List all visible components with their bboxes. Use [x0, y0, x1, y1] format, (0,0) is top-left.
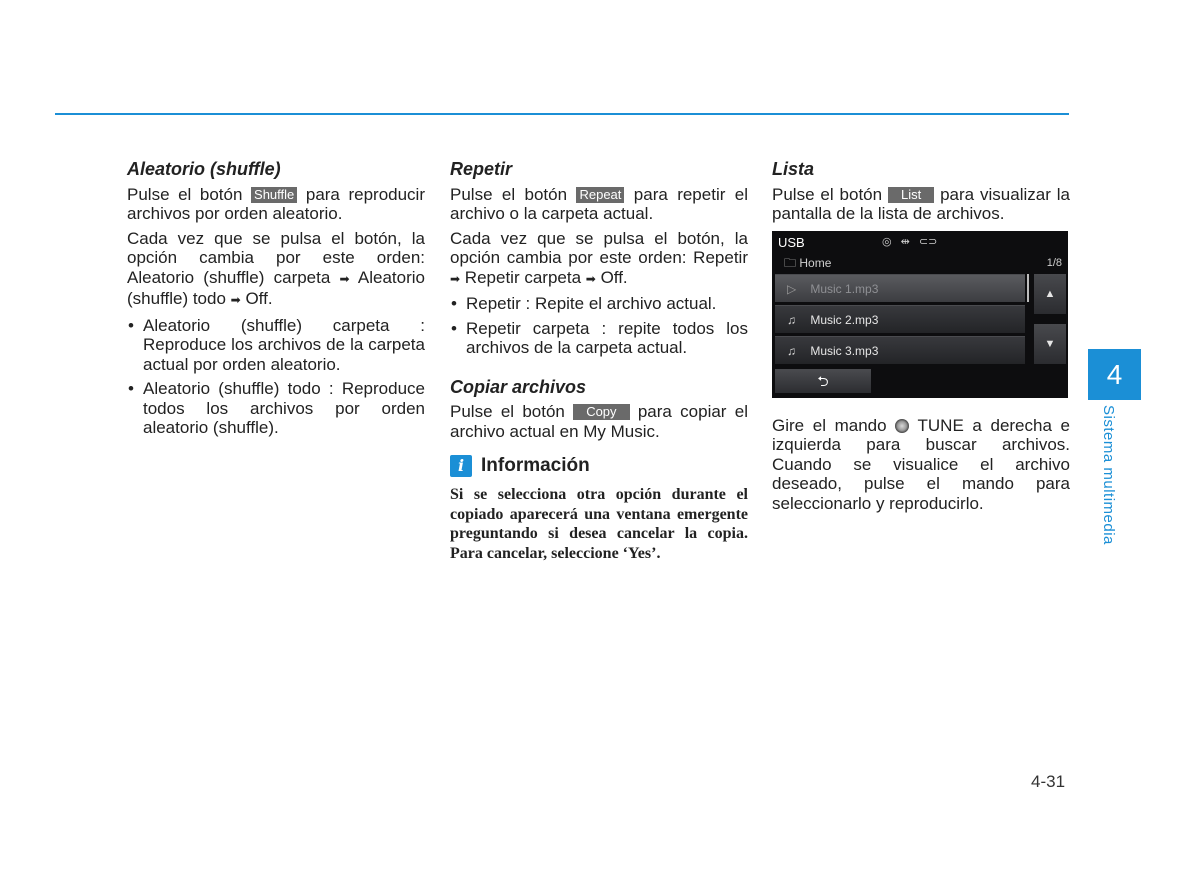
arrow-up-icon: ▲ [1044, 287, 1056, 300]
paragraph [450, 185, 748, 224]
text: Pulse el botón [450, 184, 568, 204]
info-box-header [450, 455, 748, 477]
source-label: USB [778, 234, 805, 250]
chapter-tab: 4 [1088, 349, 1141, 400]
scrollbar[interactable] [1027, 274, 1029, 302]
status-icons: ◎ ⇹ ⊂⊃ [882, 235, 938, 248]
folder-icon: 🗀 [784, 255, 797, 270]
paragraph [127, 229, 425, 311]
scroll-down-button[interactable] [1034, 324, 1066, 364]
text: Pulse el botón [127, 184, 243, 204]
list-item: • Repetir carpeta : repite todos los archivos de la carpeta actual. [450, 319, 748, 358]
text: para reproducir archivos por orden aleatorio. [127, 184, 425, 223]
text: Pulse el botón [772, 184, 883, 204]
scroll-up-button[interactable] [1034, 274, 1066, 314]
info-body: Si se selecciona otra opción durante el copiado aparecerá una ventana emergente preguntando si desea cancelar la copia. Para cancelar, seleccione ‘Yes’. [450, 486, 748, 562]
info-icon: i [450, 455, 472, 477]
file-name: Music 2.mp3 [810, 312, 879, 327]
top-rule [55, 113, 1069, 115]
copy-button: Copy [573, 404, 629, 420]
list-item[interactable] [775, 305, 1025, 333]
column-list [772, 160, 1070, 518]
paragraph [127, 185, 425, 224]
music-note-icon: ♫ [787, 343, 796, 358]
text: para visualizar la pantalla de la lista de archivos. [772, 184, 1070, 223]
list-item: • Repetir : Repite el archivo actual. [450, 294, 748, 314]
folder-path: Home [799, 255, 832, 270]
list-item: • Aleatorio (shuffle) carpeta : Reproduce los archivos de la carpeta actual por orden aleatorio. [127, 316, 425, 375]
play-icon: ▷ [787, 281, 797, 296]
paragraph [450, 402, 748, 441]
arrow-right-icon: ➡ [585, 271, 596, 286]
info-title: Información [481, 455, 590, 477]
breadcrumb [784, 254, 831, 274]
text: Off. [600, 267, 628, 287]
paragraph [772, 416, 1070, 514]
back-arrow-icon: ⮌ [817, 372, 829, 389]
text: Cada vez que se pulsa el botón, la opción cambia por este orden: Aleatorio (shuffle) carpeta [127, 228, 425, 287]
file-count: 1/8 [1046, 256, 1062, 269]
list-item[interactable] [775, 274, 1025, 302]
list-item: • Aleatorio (shuffle) todo : Reproduce todos los archivos por orden aleatorio (shuffle). [127, 379, 425, 438]
paragraph [772, 185, 1070, 224]
shuffle-button: Shuffle [251, 187, 297, 203]
text: TUNE a derecha e izquierda para buscar archivos. Cuando se visualice el archivo deseado, pulse el mando para seleccionarlo y reproducirlo. [772, 415, 1070, 513]
arrow-right-icon: ➡ [230, 293, 241, 307]
text: para copiar el archivo actual en My Music. [450, 402, 748, 441]
bullet-list [127, 316, 425, 438]
text: Gire el mando [772, 415, 887, 435]
file-name: Music 3.mp3 [810, 343, 879, 358]
text: Repetir carpeta [464, 267, 582, 287]
arrow-right-icon: ➡ [339, 271, 350, 286]
section-heading: Repetir [450, 159, 513, 179]
column-shuffle [127, 160, 425, 443]
text: Cada vez que se pulsa el botón, la opción cambia por este orden: Repetir [450, 228, 748, 267]
text: Aleatorio (shuffle) todo [127, 267, 425, 308]
section-heading: Lista [772, 159, 815, 179]
bullet-list [450, 294, 748, 358]
back-button[interactable] [775, 369, 871, 393]
text: Pulse el botón [450, 402, 565, 421]
section-heading: Copiar archivos [450, 376, 587, 397]
usb-list-screen [772, 231, 1068, 398]
music-note-icon: ♫ [787, 312, 796, 327]
page-number: 4-31 [1031, 772, 1066, 791]
list-button: List [888, 187, 934, 203]
text: para repetir el archivo o la carpeta actual. [450, 184, 748, 223]
chapter-title: Sistema multimedia [1100, 405, 1117, 545]
file-name: Music 1.mp3 [810, 281, 879, 296]
repeat-button: Repeat [576, 187, 624, 203]
paragraph [450, 229, 748, 290]
list-item[interactable] [775, 336, 1025, 364]
tune-knob-icon [895, 419, 909, 433]
text: Off. [245, 289, 273, 308]
section-heading: Aleatorio (shuffle) [127, 159, 281, 179]
column-repeat [450, 160, 748, 563]
arrow-down-icon: ▼ [1044, 337, 1056, 350]
arrow-right-icon: ➡ [450, 271, 461, 286]
